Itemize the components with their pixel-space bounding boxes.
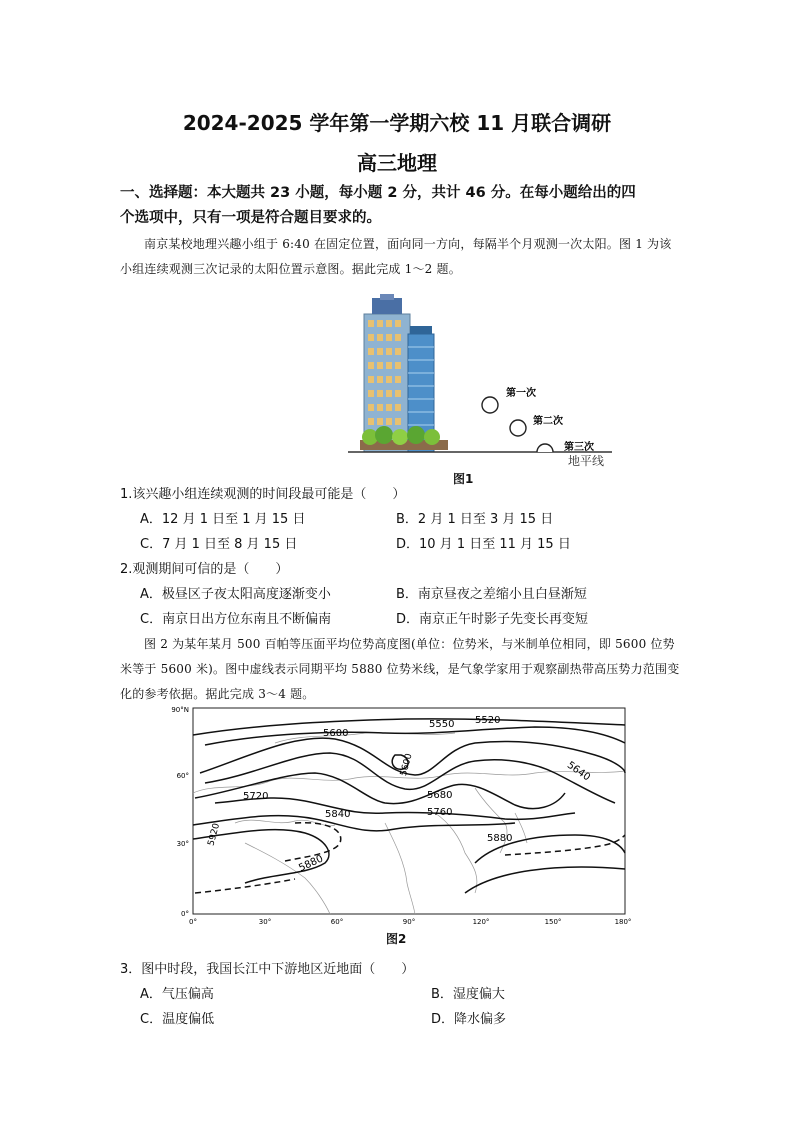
- contour-label-5600a: 5600: [323, 728, 349, 739]
- contour-label-5640: 5640: [564, 759, 593, 784]
- lon-label-180: 180°: [614, 918, 632, 926]
- contour-label-5880a: 5880: [487, 833, 513, 844]
- contour-label-5550: 5550: [429, 719, 455, 730]
- lon-label-150: 150°: [544, 918, 562, 926]
- section-heading-line2: 个选项中，只有一项是符合题目要求的。: [120, 210, 381, 226]
- q3-option-a[interactable]: A．气压偏高: [140, 987, 214, 1002]
- lat-label-90: 90°N: [171, 706, 189, 714]
- q3-option-c[interactable]: C．温度偏低: [140, 1012, 215, 1027]
- contour-label-5720: 5720: [243, 791, 269, 802]
- section-heading-line1: 一、选择题：本大题共 23 小题，每小题 2 分，共计 46 分。在每小题给出的四: [120, 185, 636, 201]
- label-first: 第一次: [506, 388, 536, 399]
- sun-second-marker: [510, 420, 526, 436]
- figure-1: [330, 292, 630, 467]
- q2-option-b[interactable]: B．南京昼夜之差缩小且白昼渐短: [396, 587, 587, 602]
- q2-option-a[interactable]: A．极昼区子夜太阳高度逐渐变小: [140, 587, 331, 602]
- contour-label-5680: 5680: [427, 790, 453, 801]
- label-horizon: 地平线: [568, 454, 605, 468]
- q1-option-c[interactable]: C．7 月 1 日至 8 月 15 日: [140, 537, 298, 552]
- exam-title: 2024-2025 学年第一学期六校 11 月联合调研: [182, 111, 612, 135]
- lon-label-120: 120°: [472, 918, 490, 926]
- sun-third-marker: [537, 444, 553, 452]
- lat-label-30: 30°: [176, 840, 189, 848]
- contour-label-5600b: 5600: [398, 752, 415, 778]
- section-heading: [120, 181, 680, 231]
- contour-label-5520: 5520: [475, 715, 501, 726]
- q1-option-d[interactable]: D．10 月 1 日至 11 月 15 日: [396, 537, 571, 552]
- q2-option-d[interactable]: D．南京正午时影子先变长再变短: [396, 612, 589, 627]
- subject-title: 高三地理: [357, 151, 437, 175]
- contour-label-5880b: 5880: [297, 853, 325, 875]
- figure-2-map: [171, 703, 635, 927]
- q3-stem: 3．图中时段，我国长江中下游地区近地面（ ）: [120, 962, 415, 977]
- contour-label-5760: 5760: [427, 807, 453, 818]
- contour-label-5840: 5840: [325, 809, 351, 820]
- intro-paragraph-2: 图 2 为某年某月 500 百帕等压面平均位势高度图(单位：位势米，与米制单位相同，即 5600 位势米等于 5600 米)。图中虚线表示同期平均 5880 位势米线，是气象学家用于观察副热带高压势力范围变化的参考依据。据此完成 3～4 题。: [120, 637, 680, 701]
- contour-label-5920: 5920: [206, 822, 223, 848]
- figure-2-caption: 图2: [386, 932, 407, 946]
- label-second: 第二次: [533, 416, 563, 427]
- figure-1-caption: 图1: [453, 472, 474, 486]
- q3-option-d[interactable]: D．降水偏多: [431, 1012, 507, 1027]
- q1-option-a[interactable]: A．12 月 1 日至 1 月 15 日: [140, 512, 306, 527]
- q3-option-b[interactable]: B．湿度偏大: [431, 987, 505, 1002]
- lon-label-60: 60°: [330, 918, 344, 926]
- lat-label-60: 60°: [176, 772, 189, 780]
- q2-stem: 2.观测期间可信的是（ ）: [120, 562, 289, 577]
- lon-label-30: 30°: [258, 918, 272, 926]
- lon-label-0: 0°: [189, 918, 197, 926]
- q1-stem: 1.该兴趣小组连续观测的时间段最可能是（ ）: [120, 487, 406, 502]
- lat-label-0: 0°: [181, 910, 189, 918]
- lon-label-90: 90°: [402, 918, 416, 926]
- sun-first-marker: [482, 397, 498, 413]
- intro-paragraph-1: 南京某校地理兴趣小组于 6:40 在固定位置，面向同一方向，每隔半个月观测一次太阳。图 1 为该小组连续观测三次记录的太阳位置示意图。据此完成 1～2 题。: [120, 237, 672, 276]
- q1-option-b[interactable]: B．2 月 1 日至 3 月 15 日: [396, 512, 554, 527]
- label-third: 第三次: [564, 442, 594, 453]
- q2-option-c[interactable]: C．南京日出方位东南且不断偏南: [140, 612, 332, 627]
